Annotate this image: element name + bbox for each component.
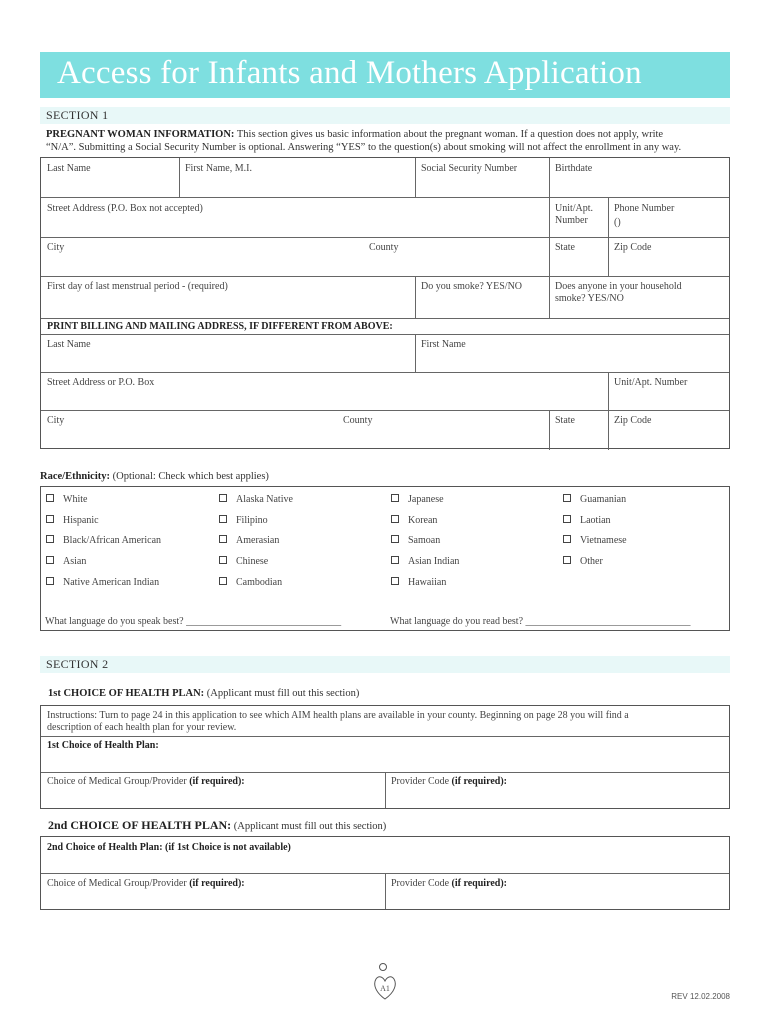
household-smoke-line2: smoke? YES/NO <box>555 293 624 304</box>
zip-field[interactable]: Zip Code <box>614 242 652 253</box>
phone-label: Phone Number <box>614 203 675 214</box>
city-field[interactable]: City <box>47 242 65 253</box>
checkbox[interactable] <box>391 515 399 523</box>
section2-header <box>40 656 730 673</box>
billing-heading: PRINT BILLING AND MAILING ADDRESS, IF DIFFERENT FROM ABOVE: <box>47 321 393 332</box>
second-choice-plan-field[interactable]: 2nd Choice of Health Plan: (if 1st Choice is not available) <box>47 842 291 853</box>
first-choice-note: (Applicant must fill out this section) <box>204 688 360 699</box>
billing-street-field[interactable]: Street Address or P.O. Box <box>47 377 155 388</box>
race-option-japanese[interactable] <box>391 494 444 505</box>
title-banner <box>40 52 730 98</box>
provider-code-label: Provider Code <box>391 878 452 889</box>
row-divider <box>41 736 729 737</box>
second-medical-group-field[interactable] <box>47 878 245 890</box>
race-option-label: Korean <box>408 515 438 526</box>
menstrual-field[interactable]: First day of last menstrual period - (required) <box>47 281 228 292</box>
last-name-field[interactable]: Last Name <box>47 163 91 174</box>
race-box <box>40 486 730 631</box>
race-option-label: Hawaiian <box>408 577 447 588</box>
col-divider <box>608 237 609 276</box>
billing-zip-field[interactable]: Zip Code <box>614 415 652 426</box>
race-option-hawaiian[interactable] <box>391 577 446 588</box>
checkbox[interactable] <box>46 535 54 543</box>
race-option-samoan[interactable] <box>391 535 440 546</box>
race-option-other[interactable] <box>563 556 603 567</box>
col-divider <box>549 158 550 197</box>
col-divider <box>415 158 416 197</box>
col-divider <box>549 276 550 318</box>
medical-group-label: Choice of Medical Group/Provider <box>47 878 190 889</box>
billing-county-field[interactable]: County <box>343 415 373 426</box>
col-divider <box>549 197 550 237</box>
checkbox[interactable] <box>219 556 227 564</box>
race-option-label: Cambodian <box>236 577 283 588</box>
col-divider <box>385 873 386 909</box>
section1-header <box>40 107 730 124</box>
if-required-label: (if required): <box>189 878 245 889</box>
phone-field[interactable] <box>614 203 674 229</box>
intro-text-1: This section gives us basic information about the pregnant woman. If a question does not apply, write <box>234 129 664 140</box>
row-divider <box>41 372 729 373</box>
checkbox[interactable] <box>219 515 227 523</box>
if-required-label: (if required): <box>451 878 508 889</box>
race-option-alaska-native[interactable] <box>219 494 293 505</box>
household-smoke-line1: Does anyone in your household <box>555 281 682 292</box>
first-choice-bold: 1st CHOICE OF HEALTH PLAN: <box>48 688 205 699</box>
race-option-label: Other <box>580 556 603 567</box>
first-name-field[interactable]: First Name, M.I. <box>185 163 252 174</box>
row-divider <box>41 318 729 319</box>
race-option-native-american[interactable] <box>46 577 159 588</box>
row-divider <box>41 237 729 238</box>
intro-text-2: “N/A”. Submitting a Social Security Number is optional. Answering “YES” to the question(s) about smoking will not affect the enrollment in any way. <box>46 142 682 153</box>
second-choice-note: (Applicant must fill out this section) <box>231 821 387 832</box>
household-smoke-field[interactable] <box>555 281 682 305</box>
checkbox[interactable] <box>391 577 399 585</box>
col-divider <box>179 158 180 197</box>
race-label <box>40 470 269 483</box>
race-option-asian[interactable] <box>46 556 86 567</box>
race-label-text: (Optional: Check which best applies) <box>110 471 269 482</box>
race-label-bold: Race/Ethnicity: <box>40 471 110 482</box>
col-divider <box>608 372 609 410</box>
race-option-label: Asian <box>63 556 87 567</box>
second-provider-code-field[interactable] <box>391 878 507 890</box>
if-required-label: (if required): <box>451 776 508 787</box>
race-option-asian-indian[interactable] <box>391 556 459 567</box>
race-option-label: Filipino <box>236 515 268 526</box>
col-divider <box>385 772 386 808</box>
provider-code-label: Provider Code <box>391 776 452 787</box>
checkbox[interactable] <box>46 494 54 502</box>
race-option-label: White <box>63 494 88 505</box>
instructions-line2: description of each health plan for your review. <box>47 722 237 733</box>
checkbox[interactable] <box>46 556 54 564</box>
aim-logo-icon <box>372 962 398 1000</box>
section1-intro <box>46 128 736 154</box>
instructions <box>47 710 629 734</box>
race-option-label: Laotian <box>580 515 611 526</box>
race-option-hispanic[interactable] <box>46 515 99 526</box>
race-option-white[interactable] <box>46 494 87 505</box>
race-option-label: Chinese <box>236 556 269 567</box>
unit-label-line2: Number <box>555 215 588 226</box>
race-option-filipino[interactable] <box>219 515 268 526</box>
checkbox[interactable] <box>391 494 399 502</box>
ssn-field[interactable]: Social Security Number <box>421 163 518 174</box>
checkbox[interactable] <box>391 556 399 564</box>
col-divider <box>608 410 609 450</box>
race-option-label: Vietnamese <box>580 535 627 546</box>
section2-title: SECTION 2 <box>46 657 109 671</box>
race-option-label: Amerasian <box>236 535 280 546</box>
race-option-cambodian[interactable] <box>219 577 282 588</box>
medical-group-label: Choice of Medical Group/Provider <box>47 776 190 787</box>
billing-city-field[interactable]: City <box>47 415 65 426</box>
billing-state-field[interactable]: State <box>555 415 575 426</box>
col-divider <box>415 276 416 318</box>
billing-first-name-field[interactable]: First Name <box>421 339 466 350</box>
if-required-label: (if required): <box>189 776 245 787</box>
checkbox[interactable] <box>219 535 227 543</box>
checkbox[interactable] <box>46 515 54 523</box>
race-option-label: Black/African American <box>63 535 162 546</box>
race-option-label: Hispanic <box>63 515 99 526</box>
second-choice-heading <box>48 818 386 833</box>
race-option-label: Alaska Native <box>236 494 293 505</box>
second-choice-bold: 2nd CHOICE OF HEALTH PLAN: <box>48 818 232 832</box>
race-option-label: Asian Indian <box>408 556 460 567</box>
col-divider <box>549 410 550 450</box>
row-divider <box>41 276 729 277</box>
race-option-black[interactable] <box>46 535 161 546</box>
woman-info-table <box>40 157 730 449</box>
birthdate-field[interactable]: Birthdate <box>555 163 593 174</box>
checkbox[interactable] <box>563 535 571 543</box>
smoke-field[interactable]: Do you smoke? YES/NO <box>421 281 523 292</box>
row-divider <box>41 334 729 335</box>
language-speak-field[interactable]: What language do you speak best? _______________________________ <box>45 616 342 627</box>
language-read-field[interactable]: What language do you read best? _________________________________ <box>390 616 691 627</box>
race-option-label: Japanese <box>408 494 444 505</box>
race-option-korean[interactable] <box>391 515 437 526</box>
second-choice-table <box>40 836 730 910</box>
county-field[interactable]: County <box>369 242 399 253</box>
race-option-vietnamese[interactable] <box>563 535 627 546</box>
first-choice-table <box>40 705 730 809</box>
race-option-chinese[interactable] <box>219 556 268 567</box>
checkbox[interactable] <box>563 515 571 523</box>
revision-label: REV 12.02.2008 <box>671 992 730 1001</box>
section1-title: SECTION 1 <box>46 108 109 122</box>
street-address-field[interactable]: Street Address (P.O. Box not accepted) <box>47 203 203 214</box>
row-divider <box>41 410 729 411</box>
logo-text: A1 <box>380 984 390 993</box>
row-divider <box>41 197 729 198</box>
billing-last-name-field[interactable]: Last Name <box>47 339 91 350</box>
col-divider <box>549 237 550 276</box>
first-provider-code-field[interactable] <box>391 776 507 788</box>
intro-bold: PREGNANT WOMAN INFORMATION: <box>46 129 235 140</box>
first-medical-group-field[interactable] <box>47 776 245 788</box>
state-field[interactable]: State <box>555 242 575 253</box>
instructions-line1: Instructions: Turn to page 24 in this application to see which AIM health plans are available in your county. Beginning on page 28 you will find a <box>47 710 629 721</box>
race-option-amerasian[interactable] <box>219 535 279 546</box>
race-option-label: Native American Indian <box>63 577 160 588</box>
first-choice-heading <box>48 687 359 700</box>
unit-label-line1: Unit/Apt. <box>555 203 594 214</box>
phone-parens: () <box>614 217 621 228</box>
checkbox[interactable] <box>563 556 571 564</box>
checkbox[interactable] <box>46 577 54 585</box>
race-option-laotian[interactable] <box>563 515 611 526</box>
billing-unit-field[interactable]: Unit/Apt. Number <box>614 377 688 388</box>
col-divider <box>415 334 416 372</box>
checkbox[interactable] <box>219 494 227 502</box>
checkbox[interactable] <box>563 494 571 502</box>
col-divider <box>608 197 609 237</box>
checkbox[interactable] <box>219 577 227 585</box>
first-choice-plan-field[interactable]: 1st Choice of Health Plan: <box>47 740 159 751</box>
checkbox[interactable] <box>391 535 399 543</box>
race-option-label: Guamanian <box>580 494 627 505</box>
race-option-guamanian[interactable] <box>563 494 626 505</box>
race-option-label: Samoan <box>408 535 441 546</box>
page-title: Access for Infants and Mothers Application <box>57 55 642 91</box>
unit-field[interactable] <box>555 203 593 227</box>
